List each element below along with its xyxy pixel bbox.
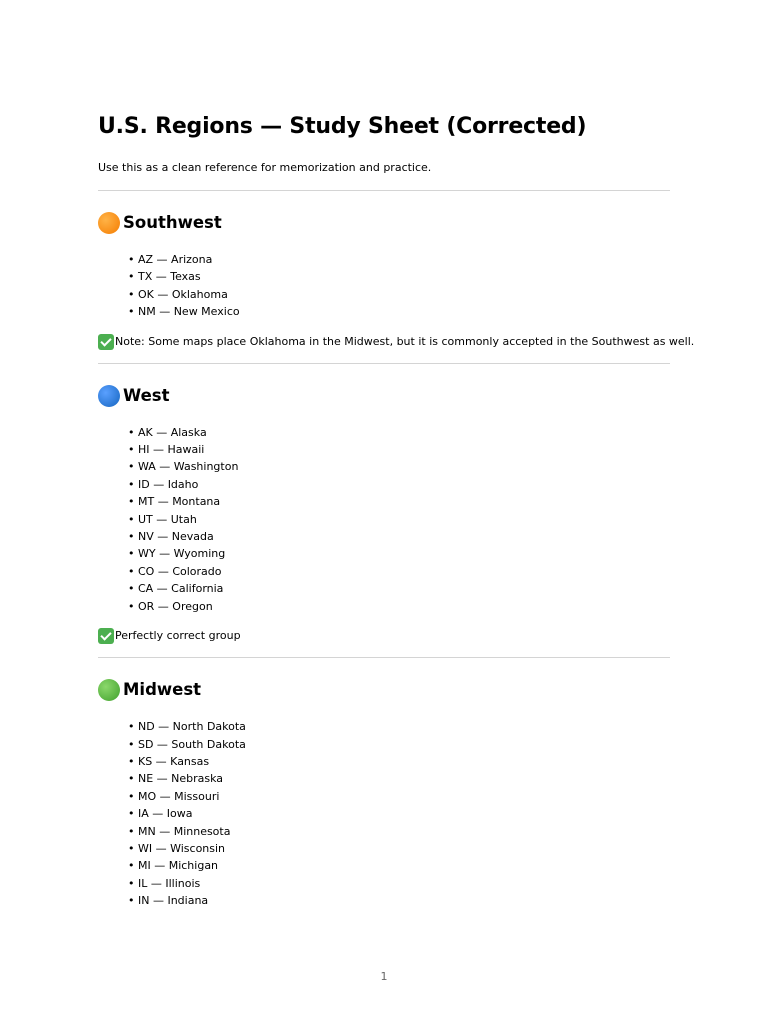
state-list: [98, 424, 670, 615]
note-text: Perfectly correct group: [115, 629, 241, 643]
list-item: • MN — Minnesota: [128, 824, 231, 838]
state-list: [98, 718, 670, 909]
list-item: • NM — New Mexico: [128, 305, 240, 319]
list-item: • AK — Alaska: [128, 425, 207, 439]
page-title: U.S. Regions — Study Sheet (Corrected): [98, 114, 587, 139]
check-mark-icon: [98, 628, 114, 644]
section-midwest: [98, 678, 670, 909]
orange-circle-icon: [98, 212, 120, 234]
list-item: • IA — Iowa: [128, 807, 193, 821]
section-note: [98, 334, 695, 350]
section-divider: [98, 190, 670, 191]
list-item: • MO — Missouri: [128, 789, 220, 803]
list-item: • CA — California: [128, 582, 224, 596]
list-item: • SD — South Dakota: [128, 737, 246, 751]
list-item: • OR — Oregon: [128, 599, 213, 613]
green-circle-icon: [98, 679, 120, 701]
list-item: • IL — Illinois: [128, 876, 201, 890]
list-item: • KS — Kansas: [128, 754, 210, 768]
list-item: • MT — Montana: [128, 495, 221, 509]
check-mark-icon: [98, 334, 114, 350]
section-title: West: [123, 385, 170, 405]
list-item: • AZ — Arizona: [128, 253, 213, 266]
page-number: 1: [380, 970, 388, 983]
list-item: • MI — Michigan: [128, 859, 219, 873]
list-item: • NV — Nevada: [128, 530, 214, 544]
section-title: Midwest: [123, 680, 202, 700]
document-page: [98, 112, 695, 910]
section-heading: [98, 678, 670, 702]
list-item: • WA — Washington: [128, 460, 239, 474]
list-item: • NE — Nebraska: [128, 772, 224, 786]
blue-circle-icon: [98, 385, 120, 407]
list-item: • WY — Wyoming: [128, 547, 226, 561]
list-item: • ND — North Dakota: [128, 720, 246, 734]
list-item: • HI — Hawaii: [128, 443, 205, 457]
list-item: • WI — Wisconsin: [128, 841, 226, 855]
section-divider: [98, 657, 670, 658]
list-item: • CO — Colorado: [128, 564, 222, 578]
list-item: • OK — Oklahoma: [128, 287, 228, 301]
section-heading: [98, 384, 670, 408]
list-item: • UT — Utah: [128, 512, 197, 526]
list-item: • ID — Idaho: [128, 477, 199, 491]
section-title: Southwest: [123, 213, 222, 232]
section-note: [98, 628, 670, 644]
intro-text: Use this as a clean reference for memorization and practice.: [98, 161, 432, 174]
note-text: Note: Some maps place Oklahoma in the Midwest, but it is commonly accepted in the Southwest as well.: [115, 334, 695, 348]
state-list: [98, 251, 670, 321]
list-item: • IN — Indiana: [128, 894, 209, 908]
section-divider: [98, 363, 670, 364]
list-item: • TX — Texas: [128, 270, 201, 284]
section-southwest: [98, 211, 695, 350]
section-west: [98, 384, 670, 644]
section-heading: [98, 211, 670, 235]
